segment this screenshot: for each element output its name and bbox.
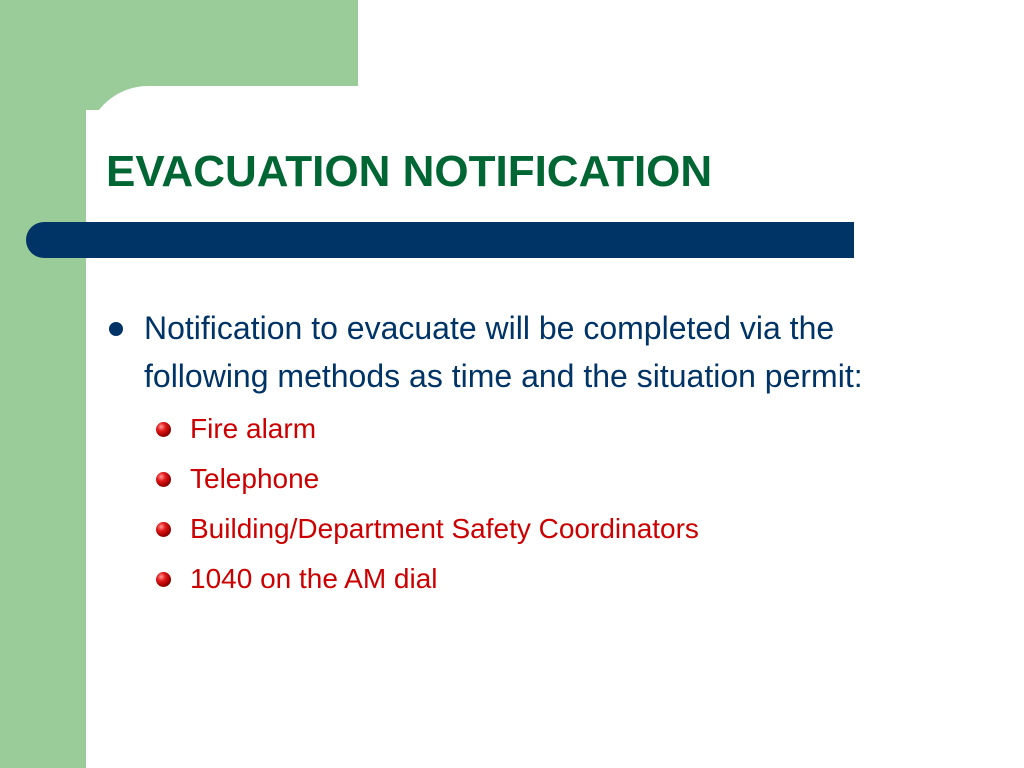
round-dot-icon (109, 322, 123, 336)
red-ball-icon (156, 572, 171, 587)
method-am-dial: 1040 on the AM dial (190, 563, 438, 594)
red-ball-icon (156, 422, 171, 437)
slide-body (106, 304, 966, 604)
decorative-green-band-left (0, 0, 86, 768)
method-fire-alarm: Fire alarm (190, 413, 317, 444)
red-ball-icon (156, 472, 171, 487)
list-item (152, 504, 966, 554)
red-ball-icon (156, 522, 171, 537)
list-item (152, 554, 966, 604)
list-item (152, 454, 966, 504)
main-bullet-text: Notification to evacuate will be completed via the following methods as time and the situation permit: (144, 310, 863, 394)
list-item (152, 404, 966, 454)
method-list (106, 404, 966, 604)
slide-title: EVACUATION NOTIFICATION (106, 147, 713, 196)
main-bullet (106, 304, 966, 400)
title-underline-bar (26, 222, 854, 258)
method-safety-coordinators: Building/Department Safety Coordinators (190, 513, 699, 544)
method-telephone: Telephone (190, 463, 320, 494)
